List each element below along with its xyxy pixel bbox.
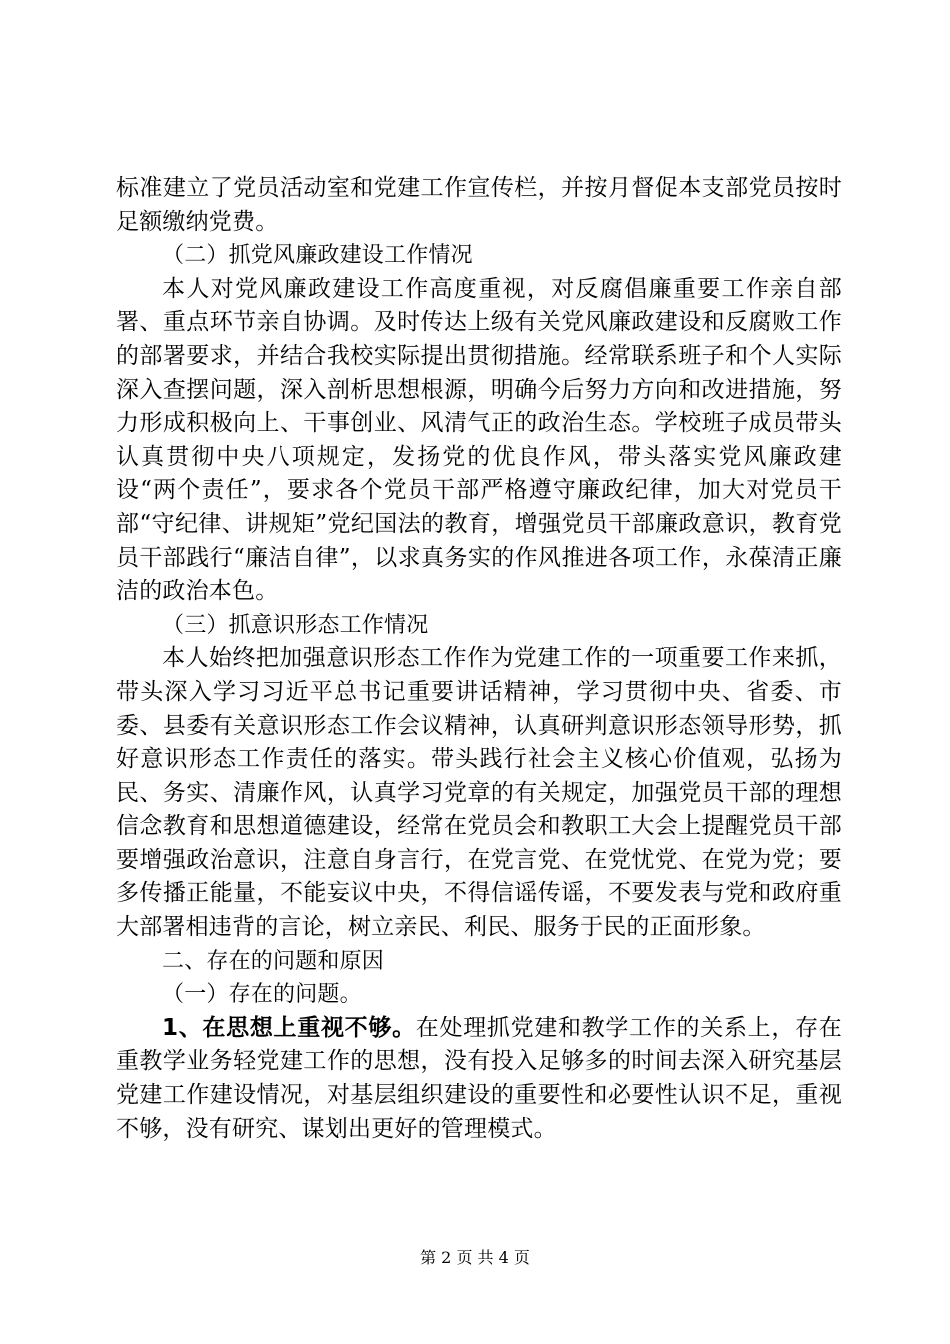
item-1-lead: 1、在思想上重视不够。 bbox=[162, 1014, 416, 1041]
document-body bbox=[116, 172, 842, 1146]
page-footer: 第 2 页 共 4 页 bbox=[420, 1248, 530, 1267]
sub-heading-existing-problems: （一）存在的问题。 bbox=[162, 982, 362, 1008]
section-heading-ideology: （三）抓意识形态工作情况 bbox=[162, 612, 429, 638]
paragraph-ideology: 本人始终把加强意识形态工作作为党建工作的一项重要工作来抓，带头深入学习习近平总书记重要讲话精神，学习贯彻中央、省委、市委、县委有关意识形态工作会议精神，认真研判意识形态领导形势，抓好意识形态工作责任的落实。带头践行社会主义核心价值观，弘扬为民、务实、清廉作风，认真学习党章的有关规定，加强党员干部的理想信念教育和思想道德建设，经常在党员会和教职工大会上提醒党员干部要增强政治意识，注意自身言行，在党言党、在党忧党、在党为党；要多传播正能量，不能妄议中央，不得信谣传谣，不要发表与党和政府重大部署相违背的言论，树立亲民、利民、服务于民的正面形象。 bbox=[116, 645, 842, 941]
paragraph-item-1 bbox=[116, 1012, 842, 1146]
section-heading-party-conduct: （二）抓党风廉政建设工作情况 bbox=[162, 243, 473, 269]
item-1-body: 在处理抓党建和教学工作的关系上，存在重教学业务轻党建工作的思想，没有投入足够多的时间去深入研究基层党建工作建设情况，对基层组织建设的重要性和必要性认识不足，重视不够，没有研究、谋划出更好的管理模式。 bbox=[116, 1014, 842, 1142]
paragraph-continuation: 标准建立了党员活动室和党建工作宣传栏，并按月督促本支部党员按时足额缴纳党费。 bbox=[116, 175, 842, 235]
part-heading-problems: 二、存在的问题和原因 bbox=[162, 948, 385, 974]
paragraph-party-conduct: 本人对党风廉政建设工作高度重视，对反腐倡廉重要工作亲自部署、重点环节亲自协调。及时传达上级有关党风廉政建设和反腐败工作的部署要求，并结合我校实际提出贯彻措施。经常联系班子和个人实际深入查摆问题，深入剖析思想根源，明确今后努力方向和改进措施，努力形成积极向上、干事创业、风清气正的政治生态。学校班子成员带头认真贯彻中央八项规定，发扬党的优良作风，带头落实党风廉政建设“两个责任”，要求各个党员干部严格遵守廉政纪律，加大对党员干部“守纪律、讲规矩”党纪国法的教育，增强党员干部廉政意识，教育党员干部践行“廉洁自律”，以求真务实的作风推进各项工作，永葆清正廉洁的政治本色。 bbox=[116, 275, 842, 605]
